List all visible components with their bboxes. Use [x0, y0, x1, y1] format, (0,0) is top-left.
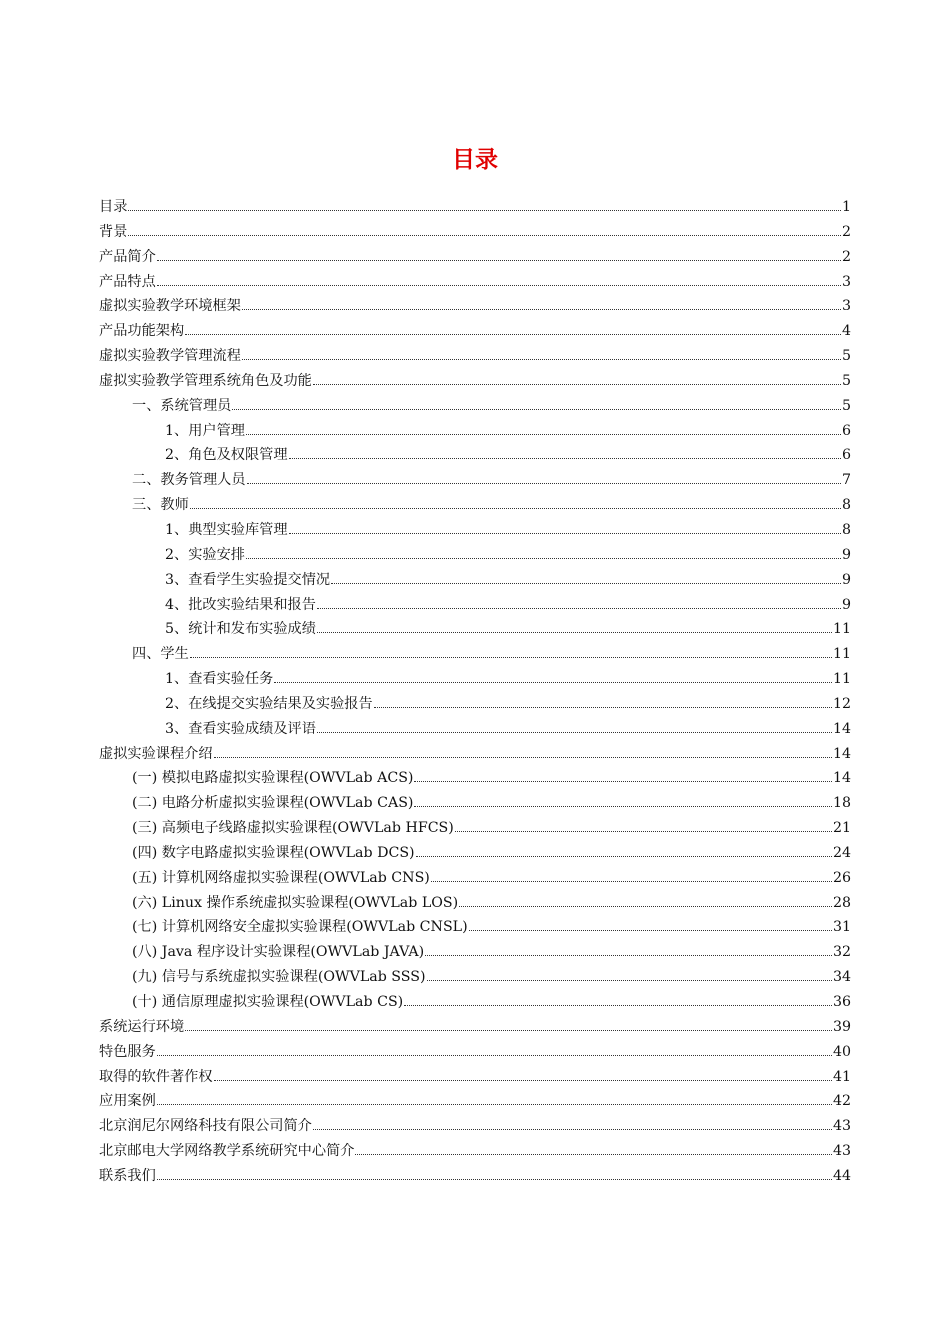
toc-entry-page-number: 3: [841, 298, 851, 315]
toc-entry-title: 3、查看学生实验提交情况: [165, 571, 331, 588]
toc-dot-leader: [232, 409, 841, 410]
toc-dot-leader: [289, 533, 841, 534]
toc-entry-title: 特色服务: [99, 1043, 156, 1060]
toc-entry[interactable]: [99, 344, 851, 369]
toc-entry-page-number: 34: [832, 969, 851, 986]
toc-dot-leader: [416, 856, 832, 857]
toc-dot-leader: [246, 558, 841, 559]
toc-entry-page-number: 24: [832, 844, 851, 861]
toc-entry-page-number: 11: [832, 646, 851, 663]
toc-entry[interactable]: [99, 245, 851, 270]
toc-entry[interactable]: [99, 667, 851, 692]
toc-entry[interactable]: [99, 1089, 851, 1114]
toc-entry-page-number: 9: [841, 571, 851, 588]
toc-entry-title: (二) 电路分析虚拟实验课程(OWVLab CAS): [132, 795, 414, 812]
toc-dot-leader: [427, 980, 832, 981]
toc-entry-page-number: 21: [832, 820, 851, 837]
toc-dot-leader: [214, 757, 832, 758]
toc-dot-leader: [157, 1104, 832, 1105]
toc-entry[interactable]: [99, 692, 851, 717]
toc-entry[interactable]: [99, 468, 851, 493]
toc-dot-leader: [157, 1179, 832, 1180]
toc-entry-title: 2、实验安排: [165, 546, 245, 563]
toc-entry-title: (一) 模拟电路虚拟实验课程(OWVLab ACS): [132, 770, 414, 787]
toc-entry[interactable]: [99, 940, 851, 965]
toc-entry-title: (四) 数字电路虚拟实验课程(OWVLab DCS): [132, 844, 415, 861]
toc-entry-page-number: 18: [832, 795, 851, 812]
toc-dot-leader: [313, 1129, 832, 1130]
toc-entry[interactable]: [99, 543, 851, 568]
toc-entry-title: 系统运行环境: [99, 1018, 185, 1035]
toc-entry-title: 虚拟实验教学管理流程: [99, 348, 241, 365]
toc-entry-page-number: 40: [832, 1043, 851, 1060]
toc-dot-leader: [414, 781, 831, 782]
toc-entry-page-number: 31: [832, 919, 851, 936]
toc-entry-page-number: 14: [832, 720, 851, 737]
toc-entry-page-number: 5: [841, 372, 851, 389]
toc-entry-title: (九) 信号与系统虚拟实验课程(OWVLab SSS): [132, 969, 426, 986]
toc-dot-leader: [355, 1154, 832, 1155]
toc-dot-leader: [431, 881, 832, 882]
toc-entry[interactable]: [99, 419, 851, 444]
toc-dot-leader: [128, 235, 841, 236]
toc-entry-title: 背景: [99, 223, 128, 240]
toc-entry[interactable]: [99, 742, 851, 767]
toc-dot-leader: [313, 384, 841, 385]
toc-entry-title: 2、在线提交实验结果及实验报告: [165, 695, 373, 712]
toc-entry-title: 1、查看实验任务: [165, 671, 274, 688]
toc-entry-title: 目录: [99, 199, 128, 215]
toc-dot-leader: [185, 1030, 832, 1031]
toc-entry-page-number: 11: [832, 621, 851, 638]
toc-entry-title: 虚拟实验教学管理系统角色及功能: [99, 372, 312, 389]
toc-entry-title: 4、批改实验结果和报告: [165, 596, 316, 613]
toc-entry-page-number: 11: [832, 671, 851, 688]
toc-entry-page-number: 2: [841, 223, 851, 240]
toc-entry-title: 取得的软件著作权: [99, 1068, 213, 1085]
toc-entry-title: 虚拟实验教学环境框架: [99, 298, 241, 315]
toc-entry[interactable]: [99, 990, 851, 1015]
toc-entry-title: 产品简介: [99, 248, 156, 265]
toc-dot-leader: [317, 632, 832, 633]
toc-entry[interactable]: [99, 1164, 851, 1189]
toc-entry-title: 2、角色及权限管理: [165, 447, 288, 464]
toc-dot-leader: [274, 682, 832, 683]
toc-entry[interactable]: [99, 841, 851, 866]
toc-entry[interactable]: [99, 915, 851, 940]
toc-dot-leader: [157, 1055, 832, 1056]
toc-entry-page-number: 9: [841, 596, 851, 613]
toc-entry[interactable]: [99, 1040, 851, 1065]
toc-entry-page-number: 7: [841, 472, 851, 489]
toc-entry[interactable]: [99, 593, 851, 618]
toc-dot-leader: [331, 583, 841, 584]
toc-entry-page-number: 12: [832, 695, 851, 712]
toc-entry-title: 1、用户管理: [165, 422, 245, 439]
toc-entry-page-number: 43: [832, 1118, 851, 1135]
toc-entry-page-number: 5: [841, 348, 851, 365]
toc-entry-page-number: 6: [841, 422, 851, 439]
toc-entry-title: 3、查看实验成绩及评语: [165, 720, 316, 737]
toc-dot-leader: [190, 508, 841, 509]
toc-entry-title: (三) 高频电子线路虚拟实验课程(OWVLab HFCS): [132, 820, 454, 837]
toc-entry[interactable]: [99, 195, 851, 220]
toc-entry-title: 北京邮电大学网络教学系统研究中心简介: [99, 1143, 355, 1160]
toc-dot-leader: [185, 334, 841, 335]
toc-dot-leader: [190, 657, 832, 658]
toc-entry-page-number: 9: [841, 546, 851, 563]
toc-entry[interactable]: [99, 717, 851, 742]
toc-entry-page-number: 32: [832, 944, 851, 961]
toc-dot-leader: [455, 831, 832, 832]
toc-entry-page-number: 39: [832, 1018, 851, 1035]
toc-entry[interactable]: [99, 642, 851, 667]
toc-entry-page-number: 5: [841, 397, 851, 414]
toc-entry[interactable]: [99, 1114, 851, 1139]
table-of-contents: [99, 195, 851, 1189]
toc-entry[interactable]: [99, 1065, 851, 1090]
toc-dot-leader: [246, 434, 841, 435]
toc-entry[interactable]: [99, 369, 851, 394]
toc-entry-title: 二、教务管理人员: [132, 472, 246, 489]
toc-entry-title: 1、典型实验库管理: [165, 521, 288, 538]
toc-dot-leader: [469, 930, 832, 931]
toc-dot-leader: [128, 210, 841, 211]
toc-entry-page-number: 28: [832, 894, 851, 911]
toc-entry-title: 三、教师: [132, 497, 189, 514]
toc-entry-title: (八) Java 程序设计实验课程(OWVLab JAVA): [132, 944, 425, 961]
toc-entry-title: 四、学生: [132, 646, 189, 663]
toc-entry[interactable]: [99, 220, 851, 245]
toc-entry[interactable]: [99, 294, 851, 319]
toc-entry[interactable]: [99, 270, 851, 295]
toc-entry[interactable]: [99, 866, 851, 891]
toc-dot-leader: [317, 608, 841, 609]
toc-entry[interactable]: [99, 617, 851, 642]
toc-entry[interactable]: [99, 568, 851, 593]
toc-dot-leader: [242, 309, 841, 310]
toc-entry-title: (六) Linux 操作系统虚拟实验课程(OWVLab LOS): [132, 894, 459, 911]
toc-dot-leader: [459, 906, 832, 907]
toc-entry-title: 联系我们: [99, 1167, 156, 1184]
toc-entry-page-number: 8: [841, 521, 851, 538]
toc-entry-title: 一、系统管理员: [132, 397, 232, 414]
toc-entry-page-number: 14: [832, 745, 851, 762]
toc-dot-leader: [374, 707, 832, 708]
toc-entry-title: 北京润尼尔网络科技有限公司简介: [99, 1118, 312, 1135]
toc-entry-title: 应用案例: [99, 1093, 156, 1110]
toc-entry-page-number: 36: [832, 994, 851, 1010]
toc-dot-leader: [214, 1080, 832, 1081]
toc-entry-page-number: 8: [841, 497, 851, 514]
toc-entry-page-number: 41: [832, 1068, 851, 1085]
toc-entry-page-number: 6: [841, 447, 851, 464]
toc-entry[interactable]: [99, 766, 851, 791]
toc-dot-leader: [247, 483, 841, 484]
toc-entry-page-number: 3: [841, 273, 851, 290]
toc-dot-leader: [404, 1005, 832, 1006]
toc-entry-title: 5、统计和发布实验成绩: [165, 621, 316, 638]
page-title: 目录: [452, 147, 498, 173]
toc-entry-page-number: 4: [841, 323, 851, 340]
toc-entry-title: 产品功能架构: [99, 323, 185, 340]
toc-entry[interactable]: [99, 965, 851, 990]
toc-entry[interactable]: [99, 394, 851, 419]
toc-entry-page-number: 44: [832, 1167, 851, 1184]
toc-dot-leader: [425, 955, 832, 956]
toc-dot-leader: [414, 806, 831, 807]
toc-entry-page-number: 26: [832, 869, 851, 886]
toc-entry-title: 虚拟实验课程介绍: [99, 745, 213, 762]
toc-entry-page-number: 43: [832, 1143, 851, 1160]
toc-entry-title: (七) 计算机网络安全虚拟实验课程(OWVLab CNSL): [132, 919, 468, 936]
toc-entry[interactable]: [99, 493, 851, 518]
toc-entry[interactable]: [99, 319, 851, 344]
toc-entry[interactable]: [99, 891, 851, 916]
toc-entry[interactable]: [99, 443, 851, 468]
toc-entry-page-number: 1: [841, 199, 851, 215]
toc-entry[interactable]: [99, 1139, 851, 1164]
toc-entry-page-number: 14: [832, 770, 851, 787]
toc-dot-leader: [317, 732, 832, 733]
toc-entry-page-number: 2: [841, 248, 851, 265]
toc-entry-page-number: 42: [832, 1093, 851, 1110]
toc-entry[interactable]: [99, 791, 851, 816]
toc-entry-title: 产品特点: [99, 273, 156, 290]
toc-dot-leader: [289, 458, 841, 459]
toc-entry[interactable]: [99, 816, 851, 841]
toc-entry[interactable]: [99, 518, 851, 543]
toc-entry-title: (十) 通信原理虚拟实验课程(OWVLab CS): [132, 994, 404, 1010]
toc-dot-leader: [157, 285, 841, 286]
toc-dot-leader: [157, 260, 841, 261]
toc-entry[interactable]: [99, 1015, 851, 1040]
toc-entry-title: (五) 计算机网络虚拟实验课程(OWVLab CNS): [132, 869, 430, 886]
toc-dot-leader: [242, 359, 841, 360]
